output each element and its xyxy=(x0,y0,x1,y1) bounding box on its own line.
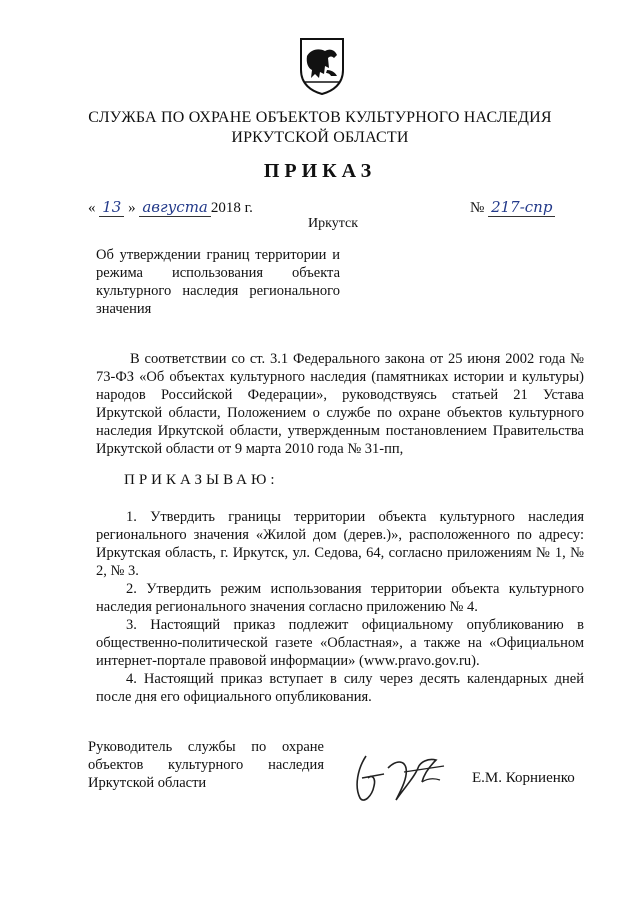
preamble-paragraph: В соответствии со ст. 3.1 Федерального закона от 25 июня 2002 года № 73-ФЗ «Об объектах культурного наследия (памятниках истории и культуры) народов Российской Федерации», руководствуясь статьей 21 Устава Иркутской области, Положением о службе по охране объектов культурного наследия Иркутской области, утвержденным постановлением Правительства Иркутской области от 9 марта 2010 года № 31-пп, xyxy=(96,351,584,457)
order-word: ПРИКАЗЫВАЮ: xyxy=(124,472,279,488)
date-year: 2018 г. xyxy=(210,200,253,216)
date-month: августа xyxy=(139,198,211,217)
order-items xyxy=(96,508,584,706)
date-quote-open: « xyxy=(88,200,96,216)
document-title: ПРИКАЗ xyxy=(263,160,377,182)
order-date xyxy=(88,198,253,217)
order-number xyxy=(470,198,555,217)
date-day: 13 xyxy=(99,198,124,217)
signer-name: Е.М. Корниенко xyxy=(472,770,575,786)
number-value: 217-спр xyxy=(488,198,555,217)
order-item-1: 1. Утвердить границы территории объекта культурного наследия регионального значения «Жилой дом (дерев.)», расположенного по адресу: Иркутская область, г. Иркутск, ул. Седова, 64, согласно приложениям № 1, № 2, № 3. xyxy=(96,509,584,579)
order-subject: Об утверждении границ территории и режима использования объекта культурного наследия регионального значения xyxy=(96,247,340,317)
order-item-3: 3. Настоящий приказ подлежит официальному опубликованию в общественно-политической газете «Областная», а также на «Официальном интернет-портале правовой информации» (www.pravo.gov.ru). xyxy=(96,617,584,669)
order-item-2: 2. Утвердить режим использования территории объекта культурного наследия регионального значения согласно приложению № 4. xyxy=(96,581,584,615)
organization-line-1: СЛУЖБА ПО ОХРАНЕ ОБЪЕКТОВ КУЛЬТУРНОГО НАСЛЕДИЯ xyxy=(88,109,552,126)
handwritten-signature xyxy=(344,738,464,818)
number-label: № xyxy=(470,200,485,216)
coat-of-arms-icon xyxy=(297,36,347,96)
city: Иркутск xyxy=(308,216,359,231)
signer-position: Руководитель службы по охране объектов культурного наследия Иркутской области xyxy=(88,739,324,791)
organization-name xyxy=(0,108,640,148)
organization-line-2: ИРКУТСКОЙ ОБЛАСТИ xyxy=(231,129,409,146)
date-quote-close: » xyxy=(128,200,136,216)
order-item-4: 4. Настоящий приказ вступает в силу через десять календарных дней после дня его официального опубликования. xyxy=(96,671,584,705)
